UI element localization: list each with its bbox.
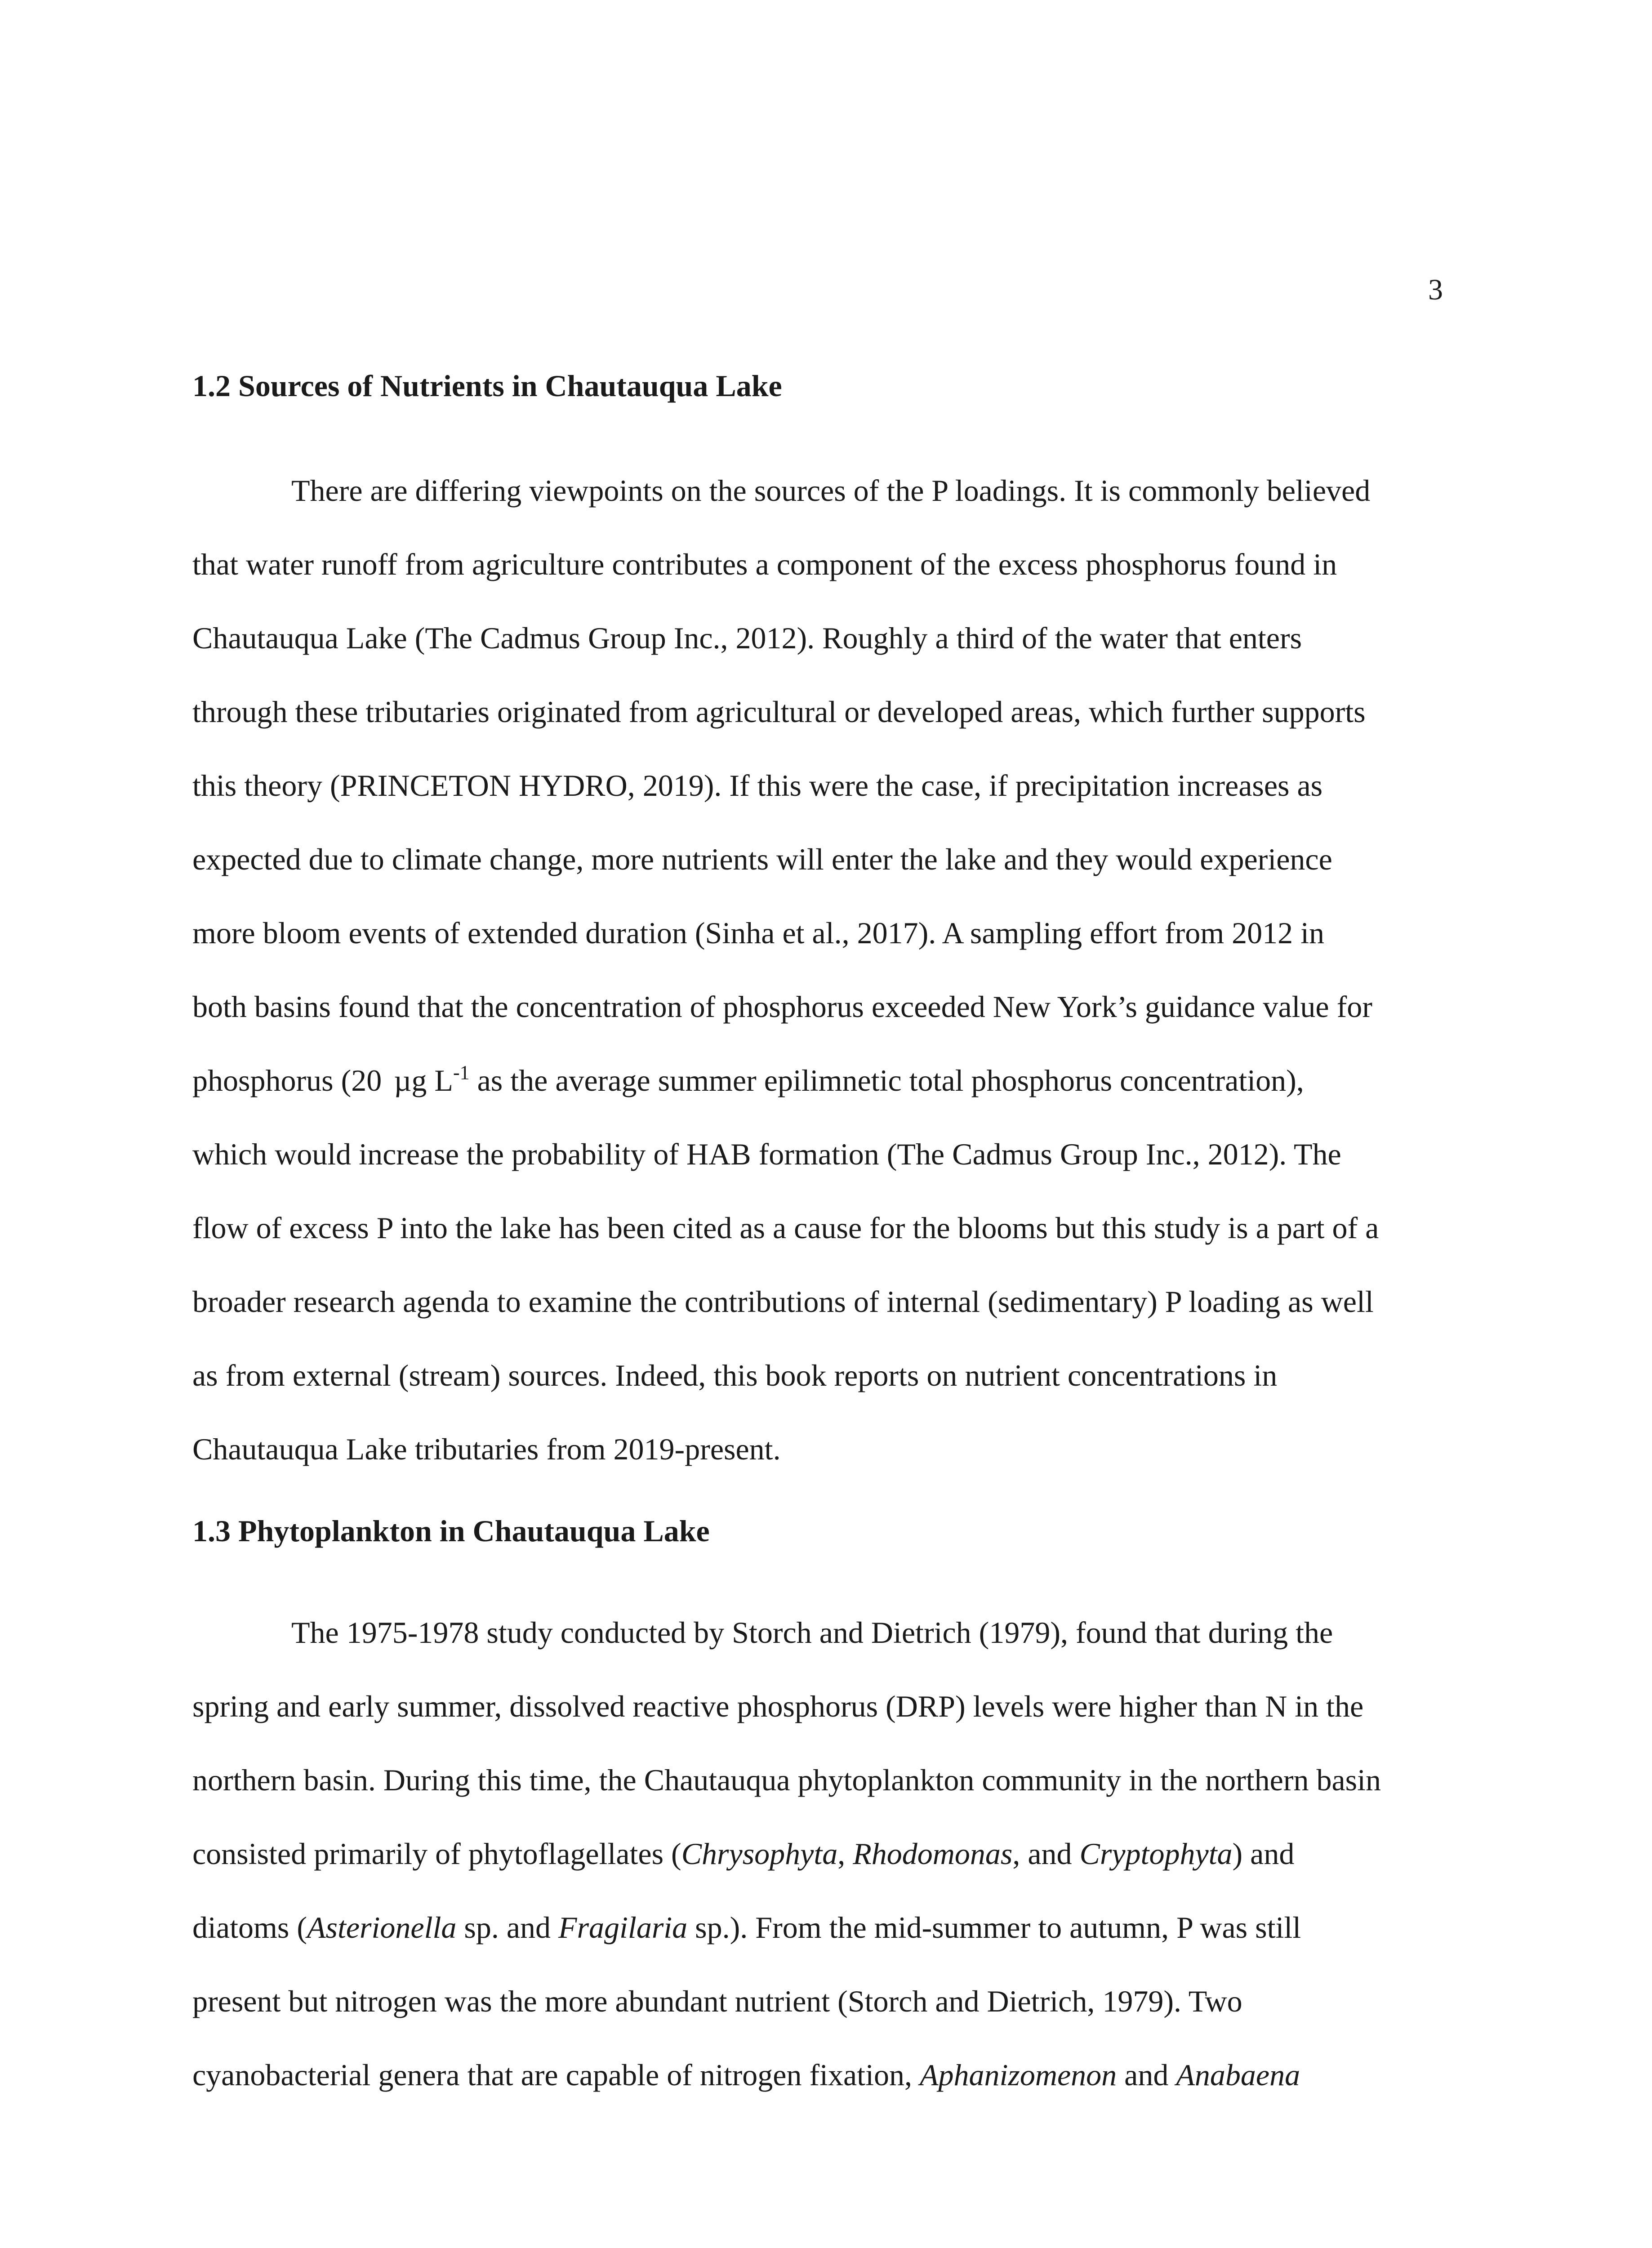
section-heading-1-2: 1.2 Sources of Nutrients in Chautauqua Lake	[192, 369, 782, 403]
taxon-name: Fragilaria	[558, 1910, 688, 1945]
line-text: diatoms (	[192, 1910, 307, 1945]
paragraph-line	[192, 1835, 1294, 1872]
page-number: 3	[1428, 273, 1443, 306]
line-text: cyanobacterial genera that are capable of nitrogen fixation,	[192, 2058, 920, 2092]
line-text: sp.). From the mid-summer to autumn, P was still	[687, 1910, 1301, 1945]
paragraph-line: flow of excess P into the lake has been cited as a cause for the blooms but this study is a part of a	[192, 1211, 1379, 1245]
taxon-name: Anabaena	[1176, 2058, 1300, 2092]
paragraph-line: Chautauqua Lake tributaries from 2019-present.	[192, 1432, 781, 1466]
line-text: ,	[837, 1837, 853, 1871]
unit-superscript: -1	[453, 1062, 470, 1084]
paragraph-line: through these tributaries originated from agricultural or developed areas, which further supports	[192, 695, 1366, 729]
line-text: , and	[1012, 1837, 1080, 1871]
taxon-name: Asterionella	[307, 1910, 457, 1945]
paragraph-line	[192, 1909, 1301, 1946]
taxon-name: Cryptophyta	[1079, 1837, 1233, 1871]
paragraph-line: There are differing viewpoints on the sources of the P loadings. It is commonly believed	[291, 473, 1371, 508]
paragraph-line: present but nitrogen was the more abundant nutrient (Storch and Dietrich, 1979). Two	[192, 1984, 1242, 2018]
taxon-name: Rhodomonas	[853, 1837, 1013, 1871]
paragraph-line: expected due to climate change, more nutrients will enter the lake and they would experience	[192, 842, 1332, 876]
paragraph-line: The 1975-1978 study conducted by Storch and Dietrich (1979), found that during the	[291, 1615, 1333, 1650]
taxon-name: Aphanizomenon	[919, 2058, 1117, 2092]
paragraph-line: broader research agenda to examine the contributions of internal (sedimentary) P loading as well	[192, 1285, 1374, 1319]
line-text: phosphorus (20	[192, 1063, 390, 1097]
paragraph-line: this theory (PRINCETON HYDRO, 2019). If this were the case, if precipitation increases as	[192, 768, 1323, 803]
paragraph-line: that water runoff from agriculture contributes a component of the excess phosphorus found in	[192, 547, 1337, 581]
paragraph-line: northern basin. During this time, the Chautauqua phytoplankton community in the northern basin	[192, 1763, 1381, 1797]
paragraph-line: as from external (stream) sources. Indeed, this book reports on nutrient concentrations in	[192, 1358, 1278, 1392]
paragraph-line	[192, 2056, 1300, 2093]
line-text: as the average summer epilimnetic total phosphorus concentration),	[469, 1063, 1304, 1097]
unit-text: µg L	[394, 1063, 453, 1097]
line-text: ) and	[1232, 1837, 1295, 1871]
taxon-name: Chrysophyta	[681, 1837, 838, 1871]
paragraph-line: both basins found that the concentration of phosphorus exceeded New York’s guidance value for	[192, 990, 1372, 1024]
paragraph-line: spring and early summer, dissolved reactive phosphorus (DRP) levels were higher than N in the	[192, 1689, 1364, 1723]
line-text: sp. and	[456, 1910, 559, 1945]
paragraph-line: Chautauqua Lake (The Cadmus Group Inc., 2012). Roughly a third of the water that enters	[192, 621, 1302, 655]
paragraph-line: which would increase the probability of HAB formation (The Cadmus Group Inc., 2012). The	[192, 1137, 1341, 1171]
paragraph-line: more bloom events of extended duration (Sinha et al., 2017). A sampling effort from 2012 in	[192, 916, 1325, 950]
paragraph-line	[192, 1062, 1304, 1099]
section-heading-1-3: 1.3 Phytoplankton in Chautauqua Lake	[192, 1514, 710, 1548]
line-text: and	[1117, 2058, 1176, 2092]
line-text: consisted primarily of phytoflagellates (	[192, 1837, 681, 1871]
